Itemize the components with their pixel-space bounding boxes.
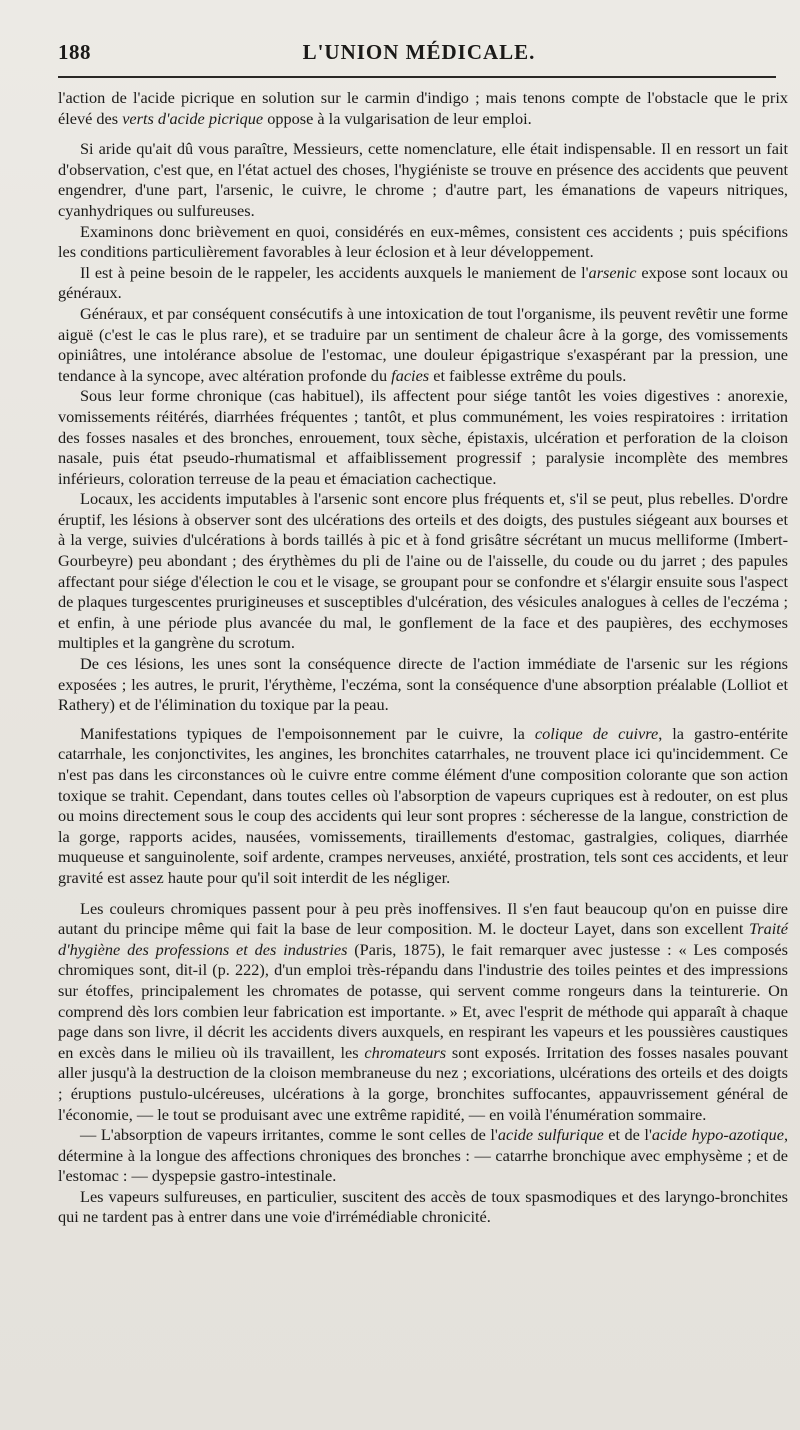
body-text	[58, 88, 788, 1228]
italic-text-run: arsenic	[588, 262, 637, 282]
paragraph	[58, 139, 788, 221]
italic-text-run: chromateurs	[364, 1042, 447, 1062]
text-run: Il est à peine besoin de le rappeler, les accidents auxquels le maniement de l'	[80, 262, 589, 282]
paragraph	[58, 1187, 788, 1228]
italic-text-run: Traité d'hygiène des professions et des industries	[58, 919, 788, 959]
text-run: Les couleurs chromiques passent pour à peu près inoffensives. Il s'en faut beaucoup qu'on en puisse dire autant du principe même qui fait la base de leur composition. M. le docteur Layet, dans son excellent	[58, 898, 788, 939]
italic-text-run: verts d'acide picrique	[122, 108, 264, 128]
text-run: Les vapeurs sulfureuses, en particulier, suscitent des accès de toux spasmodiques et des laryngo-bronchites qui ne tardent pas à entrer dans une voie d'irrémédiable chronicité.	[58, 1186, 788, 1227]
italic-text-run: colique de cuivre	[534, 723, 659, 743]
paragraph	[58, 489, 788, 654]
paragraph	[58, 304, 788, 386]
text-run: expose sont locaux ou généraux.	[58, 262, 789, 303]
text-run: oppose à la vulgarisation de leur emploi.	[263, 108, 532, 128]
text-run: Si aride qu'ait dû vous paraître, Messieurs, cette nomenclature, elle était indispensable. Il en ressort un fait d'observation, c'est que, en l'état actuel des choses, l'hygiéniste se trouve en présence des accidents que peuvent engendrer, d'une part, l'arsenic, le cuivre, le chrome ; d'autre part, les émanations de vapeurs nitriques, cyanhydriques ou sulfureuses.	[58, 139, 788, 220]
text-run: et de l'	[603, 1125, 652, 1145]
header-rule	[58, 76, 776, 78]
paragraph	[58, 724, 788, 889]
italic-text-run: acide sulfurique	[497, 1125, 604, 1145]
paragraph	[58, 263, 788, 304]
text-run: Examinons donc brièvement en quoi, considérés en eux-mêmes, consistent ces accidents ; puis spécifions les conditions particulièrement favorables à leur éclosion et à leur développement.	[58, 221, 788, 262]
italic-text-run: acide hypo-azotique	[651, 1125, 784, 1145]
page-number: 188	[58, 40, 91, 64]
text-run: Locaux, les accidents imputables à l'arsenic sont encore plus fréquents et, s'il se peut, plus rebelles. D'ordre éruptif, les lésions à observer sont des ulcérations des orteils et des doigts, des pustules siégeant aux bourses et à la verge, suivies d'ulcérations à bords taillés à pic et à fond grisâtre sécrétant un mucus melliforme (Imbert-Gourbeyre) peu abondant ; des érythèmes du pli de l'aine ou de l'aisselle, du coude ou du jarret ; des papules affectant pour siége d'élection le cou et le visage, se groupant pour se confondre et s'élargir ensuite sous l'aspect de plaques turgescentes prurigineuses et susceptibles d'ulcération, des vésicules analogues à celles de l'eczéma ; et enfin, à une période plus avancée du mal, le gonflement de la face et des paupières, des ecchymoses multiples et la gangrène du scrotum.	[58, 489, 788, 653]
paragraph	[58, 88, 788, 129]
text-run: l'action de l'acide picrique en solution sur le carmin d'indigo ; mais tenons compte de l'obstacle que le prix élevé des	[58, 88, 788, 128]
text-run: , détermine à la longue des affections chroniques des bronches : — catarrhe bronchique avec emphysème ; et de l'estomac : — dyspepsie gastro-intestinale.	[58, 1125, 789, 1186]
text-run: sont exposés. Irritation des fosses nasales pouvant aller jusqu'à la destruction de la cloison membraneuse du nez ; excoriations, ulcérations des orteils et des doigts ; éruptions pustulo-ulcéreuses, ulcérations à la gorge, bronchites suffocantes, appauvrissement général de l'économie, — le tout se produisant avec une extrême rapidité, — en voilà l'énumération sommaire.	[58, 1042, 789, 1124]
paragraph	[58, 386, 788, 489]
paragraph	[58, 1125, 788, 1187]
text-run: (Paris, 1875), le fait remarquer avec justesse : « Les composés chromiques sont, dit-il (p. 222), d'un emploi très-répandu dans l'industrie des toiles peintes et des impressions sur étoffes, principalement les chromates de potasse, qui servent comme rongeurs dans la teinturerie. On comprend dès lors combien leur fabrication est importante. » Et, avec l'esprit de méthode qui apparaît à chaque page dans son livre, il décrit les accidents divers auxquels, en respirant les vapeurs et les poussières caustiques en excès dans le milieu où ils travaillent, les	[58, 939, 788, 1062]
text-run: Sous leur forme chronique (cas habituel), ils affectent pour siége tantôt les voies digestives : anorexie, vomissements réitérés, diarrhées fréquentes ; tantôt, et plus communément, les voies respiratoires : irritation des fosses nasales et des bronches, enrouement, toux sèche, épistaxis, ulcération et perforation de la cloison nasale, puis état pseudo-rhumatismal et affaiblissement progressif ; paralysie incomplète des membres inférieurs, coloration terreuse de la peau et émaciation cachectique.	[58, 386, 788, 488]
paragraph	[58, 899, 788, 1126]
text-run: Généraux, et par conséquent consécutifs à une intoxication de tout l'organisme, ils peuvent revêtir une forme aiguë (c'est le cas le plus rare), et se traduire par un sentiment de chaleur âcre à la gorge, des vomissements opiniâtres, une intolérance absolue de l'estomac, une douleur épigastrique s'exaspérant par la pression, une tendance à la syncope, avec altération profonde du	[58, 303, 788, 385]
running-title: L'UNION MÉDICALE.	[302, 40, 536, 64]
page-header	[58, 36, 780, 76]
text-run: De ces lésions, les unes sont la conséquence directe de l'action immédiate de l'arsenic sur les régions exposées ; les autres, le prurit, l'érythème, l'eczéma, sont la conséquence d'une absorption préalable (Lolliot et Rathery) et de l'élimination du toxique par la peau.	[58, 654, 788, 715]
paragraph	[58, 654, 788, 716]
text-run: et faiblesse extrême du pouls.	[429, 365, 627, 385]
paragraph	[58, 222, 788, 263]
text-run: Manifestations typiques de l'empoisonnement par le cuivre, la	[80, 723, 535, 743]
text-run: , la gastro-entérite catarrhale, les conjonctivites, les angines, les bronchites catarrhales, ne trouvent place ici qu'incidemment. Ce n'est pas dans les circonstances où le cuivre entre comme élément d'une composition colorante que son action toxique se trahit. Cependant, dans toutes celles où l'absorption de vapeurs cupriques est à redouter, on est plus ou moins directement sous le coup des accidents qui leur sont propres : sécheresse de la langue, constriction de la gorge, rapports acides, nausées, vomissements, tiraillements d'estomac, gastralgies, coliques, diarrhée muqueuse et sanguinolente, soif ardente, crampes nerveuses, anxiété, prostration, tels sont ces accidents, et leur gravité est assez haute pour qu'il soit interdit de les négliger.	[58, 723, 788, 887]
italic-text-run: facies	[391, 365, 430, 385]
text-run: — L'absorption de vapeurs irritantes, comme le sont celles de l'	[80, 1125, 498, 1145]
